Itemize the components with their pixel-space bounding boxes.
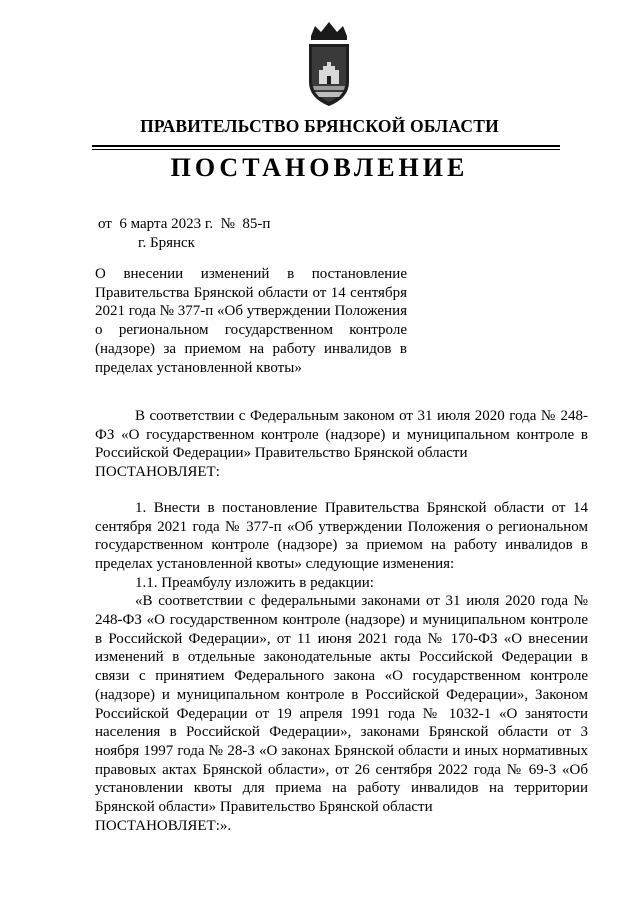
document-subject: О внесении изменений в постановление Правительства Брянской области от 14 сентября 2021 года № 377-п «Об утверждении Положения о региональном государственном контроле (надзоре) за приемом на работу инвалидов в пределах установленной квоты» [95, 266, 407, 376]
paragraph-gap [95, 482, 588, 499]
bryansk-coat-of-arms-icon [301, 18, 357, 110]
document-type-title: ПОСТАНОВЛЕНИЕ [170, 153, 469, 182]
decree-word: ПОСТАНОВЛЯЕТ: [95, 464, 220, 481]
quoted-preamble-paragraph: «В соответствии с федеральными законами от 31 июля 2020 года № 248-ФЗ «О государственном контроле (надзоре) и муниципальном контроле в Российской Федерации», от 11 июня 2021 года № 170-ФЗ «О внесении изменений в отдельные законодательные акты Российской Федерации в связи с принятием Федерального закона «О государственном контроле (надзоре) и муниципальном контроле в Российской Федерации», Законом Российской Федерации от 19 апреля 1991 года № 1032-1 «О занятости населения в Российской Федерации», законами Брянской области от 3 ноября 1997 года № 28-З «О законах Брянской области и иных нормативных правовых актах Брянской области», от 26 сентября 2022 года № 69-З «Об установлении квоты для приема на работу инвалидов на территории Брянской области» Правительство Брянской области [95, 593, 588, 816]
item-1-1-paragraph: 1.1. Преамбулу изложить в редакции: [135, 574, 374, 591]
header-divider-thick [92, 145, 560, 147]
item-1-paragraph: 1. Внести в постановление Правительства Брянской области от 14 сентября 2021 года № 377-п «Об утверждении Положения о региональном государственном контроле (надзоре) за приемом на работу инвалидов в пределах установленной квоты» следующие изменения: [95, 499, 588, 572]
quoted-decree-word: ПОСТАНОВЛЯЕТ:». [95, 817, 232, 834]
header-divider-thin [92, 149, 560, 150]
document-city: г. Брянск [138, 235, 195, 251]
document-body [95, 407, 588, 835]
organization-title: ПРАВИТЕЛЬСТВО БРЯНСКОЙ ОБЛАСТИ [140, 116, 499, 136]
document-dateline: от 6 марта 2023 г. № 85-п [98, 216, 271, 232]
preamble-paragraph: В соответствии с Федеральным законом от 31 июля 2020 года № 248-ФЗ «О государственном контроле (надзоре) и муниципальном контроле в Российской Федерации» Правительство Брянской области [95, 408, 588, 462]
